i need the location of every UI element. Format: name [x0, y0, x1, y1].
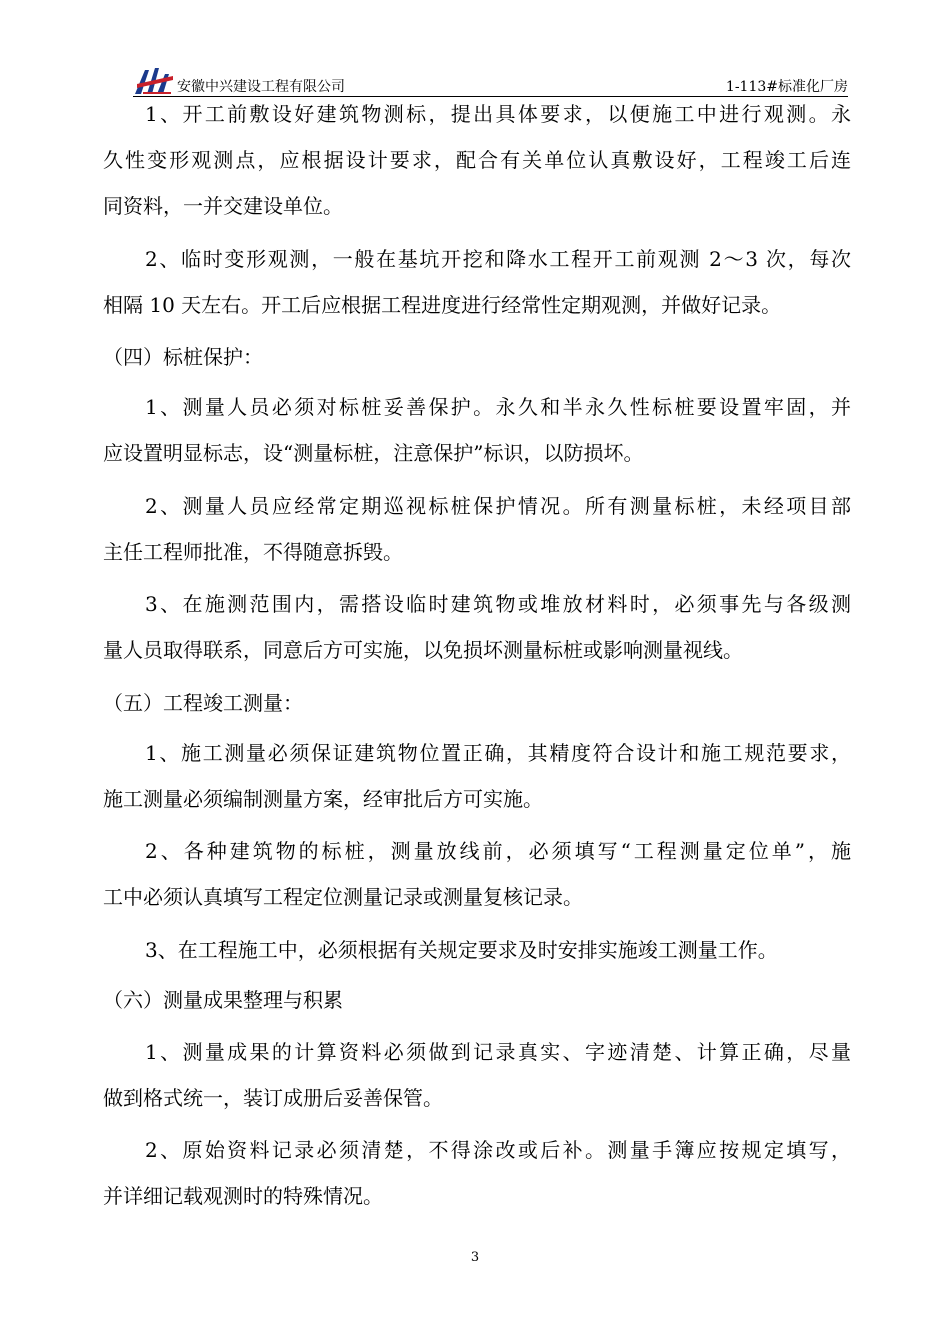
header-divider [133, 96, 848, 97]
paragraph-line: 1、测量人员必须对标桩妥善保护。永久和半永久性标桩要设置牢固，并 [145, 395, 851, 419]
page-header [133, 66, 848, 96]
paragraph-line: 主任工程师批准，不得随意拆毁。 [103, 540, 403, 564]
paragraph-line: 1、施工测量必须保证建筑物位置正确，其精度符合设计和施工规范要求， [145, 741, 851, 765]
paragraph-line: 2、各种建筑物的标桩，测量放线前，必须填写“工程测量定位单”，施 [145, 839, 851, 863]
section-heading: （六）测量成果整理与积累 [103, 988, 343, 1012]
company-name: 安徽中兴建设工程有限公司 [177, 79, 345, 95]
document-reference: 1-113#标准化厂房 [725, 79, 848, 95]
company-logo-icon [133, 66, 175, 96]
paragraph-line: 2、原始资料记录必须清楚，不得涂改或后补。测量手簿应按规定填写， [145, 1138, 851, 1162]
paragraph-line: 做到格式统一，装订成册后妥善保管。 [103, 1086, 443, 1110]
paragraph-line: 施工测量必须编制测量方案，经审批后方可实施。 [103, 787, 543, 811]
paragraph-line: 2、测量人员应经常定期巡视标桩保护情况。所有测量标桩，未经项目部 [145, 494, 851, 518]
paragraph-line: 1、测量成果的计算资料必须做到记录真实、字迹清楚、计算正确，尽量 [145, 1040, 851, 1064]
paragraph-line: 相隔 10 天左右。开工后应根据工程进度进行经常性定期观测，并做好记录。 [103, 293, 782, 317]
paragraph-line: 2、临时变形观测，一般在基坑开挖和降水工程开工前观测 2～3 次，每次 [145, 247, 851, 271]
paragraph-line: 工中必须认真填写工程定位测量记录或测量复核记录。 [103, 885, 583, 909]
section-heading: （五）工程竣工测量： [103, 691, 303, 715]
paragraph-line: 1、开工前敷设好建筑物测标，提出具体要求，以便施工中进行观测。永 [145, 102, 851, 126]
paragraph-line: 同资料，一并交建设单位。 [103, 194, 343, 218]
paragraph-line: 并详细记载观测时的特殊情况。 [103, 1184, 383, 1208]
paragraph-line: 量人员取得联系，同意后方可实施，以免损坏测量标桩或影响测量视线。 [103, 638, 743, 662]
page-number: 3 [470, 1250, 480, 1265]
section-heading: （四）标桩保护： [103, 345, 263, 369]
paragraph-line: 应设置明显标志，设“测量标桩，注意保护”标识，以防损坏。 [103, 441, 644, 465]
paragraph-line: 久性变形观测点，应根据设计要求，配合有关单位认真敷设好，工程竣工后连 [103, 148, 851, 172]
paragraph-line: 3、在施测范围内，需搭设临时建筑物或堆放材料时，必须事先与各级测 [145, 592, 851, 616]
paragraph-line: 3、在工程施工中，必须根据有关规定要求及时安排实施竣工测量工作。 [145, 938, 778, 962]
